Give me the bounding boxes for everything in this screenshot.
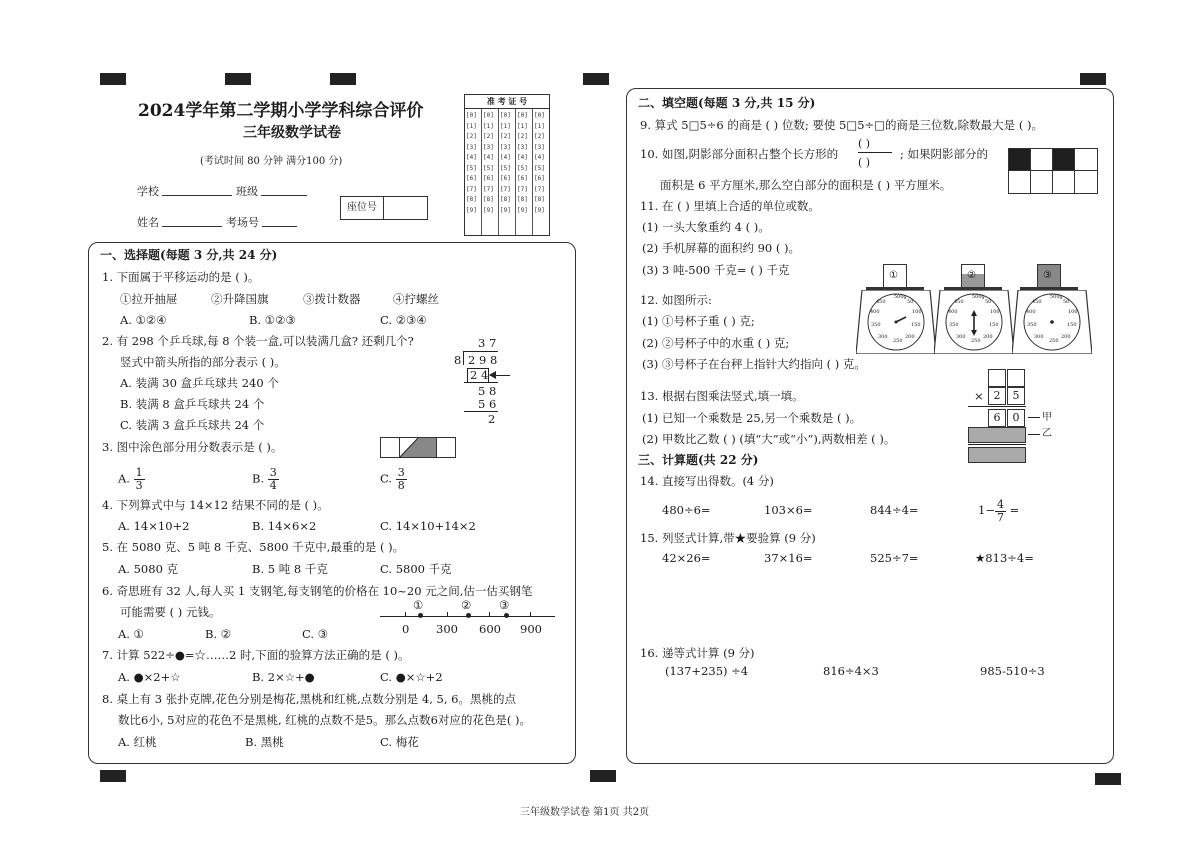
expression: (137+235) ÷4 [665, 664, 749, 678]
question-3: 3. 图中涂色部分用分数表示是 ( )。 [102, 440, 283, 454]
q4-option-c[interactable]: C. 14×10+14×2 [380, 519, 476, 533]
expression: 42×26= [662, 551, 711, 565]
q5-option-a[interactable]: A. 5080 克 [118, 562, 179, 576]
label-yi: 乙 [1042, 428, 1052, 439]
question-10-line2: 面积是 6 平方厘米,那么空白部分的面积是 ( ) 平方厘米。 [660, 178, 952, 192]
seat-box [340, 196, 428, 220]
admit-card-grid [464, 94, 550, 236]
q4-option-a[interactable]: A. 14×10+2 [118, 519, 190, 533]
q1-statement: ②升降国旗 [211, 292, 269, 306]
school-field[interactable] [162, 195, 232, 196]
expression: ★813÷4= [975, 551, 1034, 565]
number-line-label: 300 [436, 622, 458, 636]
seat-label: 座位号 [341, 197, 384, 219]
registration-mark [583, 73, 609, 85]
q6-option-a[interactable]: A. ① [118, 627, 144, 641]
q6-option-b[interactable]: B. ② [205, 627, 232, 641]
q2-option-a[interactable]: A. 装满 30 盒乒乓球共 240 个 [120, 376, 279, 390]
expression: 1− $\frac{4}{7}$ = [978, 497, 1020, 524]
question-13: 13. 根据右图乘法竖式,填一填。 [640, 389, 804, 403]
registration-mark [1095, 773, 1121, 785]
division-quotient: 3 7 [478, 336, 497, 350]
fraction-strip-figure [380, 437, 456, 458]
question-11: 11. 在 ( ) 里填上合适的单位或数。 [640, 199, 820, 213]
q11-item: (3) 3 吨-500 千克= ( ) 千克 [642, 263, 790, 277]
number-line-mark: ② [461, 598, 472, 612]
expression: 103×6= [764, 503, 813, 517]
section-title: 三、计算题(共 22 分) [638, 453, 759, 467]
digit-box[interactable] [1007, 369, 1025, 387]
digit-box: 0 [1007, 409, 1025, 427]
q1-option-c[interactable]: C. ②③④ [380, 313, 427, 327]
cup-icon: ① [883, 264, 907, 288]
q12-item: (3) ③号杯子在台秤上指针大约指向 ( ) 克。 [642, 357, 866, 371]
registration-mark [100, 770, 126, 782]
admit-digit-column[interactable]: [0] [1] [2] [3] [4] [5] [6] [7] [8] [9] [500, 112, 511, 214]
expression: 480÷6= [662, 503, 711, 517]
division-remainder: 2 [488, 412, 496, 426]
q7-option-c[interactable]: C. ●×☆+2 [380, 670, 443, 684]
division-step: 5 8 [478, 384, 497, 398]
q12-item: (1) ①号杯子重 ( ) 克; [642, 314, 755, 328]
question-9: 9. 算式 5□5÷6 的商是 ( ) 位数; 要使 5□5÷□的商是三位数,除数最大是 ( )。 [640, 118, 1043, 132]
exam-no-field[interactable] [262, 226, 297, 227]
question-16: 16. 递等式计算 (9 分) [640, 646, 755, 660]
question-14: 14. 直接写出得数。(4 分) [640, 474, 774, 488]
q1-option-b[interactable]: B. ①②③ [249, 313, 296, 327]
division-divisor: 8 [454, 353, 462, 367]
q1-option-a[interactable]: A. ①②④ [120, 313, 167, 327]
q3-option-b[interactable]: B. $\frac{3}{4}$ [252, 466, 277, 492]
admit-card-label: 准 考 证 号 [465, 95, 549, 109]
registration-mark [590, 770, 616, 782]
seat-field[interactable] [384, 197, 427, 219]
scales-figure: ① 500g 50 100 150 200 250 300 350 400 450 ② 500g 50 100 150 200 250 300 350 400 450 ③ 500g 50 100 150 200 250 300 350 400 450 [856, 262, 1104, 358]
section-title: 一、选择题(每题 3 分,共 24 分) [100, 248, 278, 262]
q8-option-c[interactable]: C. 梅花 [380, 735, 419, 749]
question-1: 1. 下面属于平移运动的是 ( )。 [102, 270, 260, 284]
q2-option-b[interactable]: B. 装满 8 盒乒乓球共 24 个 [120, 397, 265, 411]
q8-option-a[interactable]: A. 红桃 [118, 735, 157, 749]
division-step: 5 6 [478, 397, 497, 411]
multiplication-figure: × 2 5 6 0 甲 乙 [966, 369, 1066, 465]
q10-fraction-denominator[interactable]: ( ) [858, 156, 871, 169]
page-subtitle: 三年级数学试卷 [243, 125, 341, 141]
q10-fraction-numerator[interactable]: ( ) [858, 137, 871, 150]
expression: 37×16= [764, 551, 813, 565]
q12-item: (2) ②号杯子中的水重 ( ) 克; [642, 336, 790, 350]
shaded-row [968, 427, 1026, 443]
expression: 985-510÷3 [980, 664, 1045, 678]
q2-option-c[interactable]: C. 装满 3 盒乒乓球共 24 个 [120, 418, 265, 432]
name-label: 姓名 [137, 216, 159, 229]
q8-option-b[interactable]: B. 黑桃 [245, 735, 284, 749]
question-2-cont: 竖式中箭头所指的部分表示 ( )。 [120, 355, 286, 369]
question-6: 6. 奇思班有 32 人,每人买 1 支钢笔,每支钢笔的价格在 10~20 元之间,估一估买钢笔 [102, 584, 533, 598]
q5-option-c[interactable]: C. 5800 千克 [380, 562, 452, 576]
question-8: 8. 桌上有 3 张扑克牌,花色分别是梅花,黑桃和红桃,点数分别是 4, 5, 6。黑桃的点 [102, 692, 516, 706]
q7-option-b[interactable]: B. 2×☆+● [252, 670, 315, 684]
question-4: 4. 下列算式中与 14×12 结果不同的是 ( )。 [102, 498, 329, 512]
school-label: 学校 [137, 185, 159, 198]
q7-option-a[interactable]: A. ●×2+☆ [118, 670, 181, 684]
q13-item: (1) 已知一个乘数是 25,另一个乘数是 ( )。 [642, 411, 862, 425]
rectangle-grid-figure [1008, 148, 1098, 194]
long-division-figure [450, 336, 520, 428]
number-line-figure [380, 598, 560, 638]
q1-statement: ①拉开抽屉 [120, 292, 178, 306]
number-line-point [466, 613, 471, 618]
registration-mark [1080, 73, 1106, 85]
question-10: 10. 如图,阴影部分面积占整个长方形的 [640, 147, 839, 161]
question-5: 5. 在 5080 克、5 吨 8 千克、5800 千克中,最重的是 ( )。 [102, 540, 405, 554]
admit-digit-column[interactable]: [0] [1] [2] [3] [4] [5] [6] [7] [8] [9] [483, 112, 494, 214]
registration-mark [330, 73, 356, 85]
cup-icon: ③ [1037, 264, 1061, 288]
digit-box: 5 [1007, 387, 1025, 405]
division-dividend: 2 9 8 [468, 353, 498, 367]
number-line-point [418, 613, 423, 618]
number-line-mark: ① [413, 598, 424, 612]
class-label: 班级 [236, 185, 258, 198]
q1-statement: ④拧螺丝 [393, 292, 439, 306]
registration-mark [225, 73, 251, 85]
number-line-mark: ③ [499, 598, 510, 612]
q5-option-b[interactable]: B. 5 吨 8 千克 [252, 562, 328, 576]
question-2: 2. 有 298 个乒乓球,每 8 个装一盒,可以装满几盒? 还剩几个? [102, 334, 414, 348]
label-jia: 甲 [1042, 412, 1052, 423]
q3-option-a[interactable]: A. $\frac{1}{3}$ [118, 466, 143, 492]
number-line-label: 0 [402, 622, 410, 636]
admit-digit-column[interactable]: [0] [1] [2] [3] [4] [5] [6] [7] [8] [9] [466, 112, 477, 214]
question-15: 15. 列竖式计算,带★要验算 (9 分) [640, 531, 816, 545]
exam-info: (考试时间 80 分钟 满分100 分) [200, 156, 343, 167]
digit-box[interactable] [988, 369, 1006, 387]
question-8-cont: 数比6小, 5对应的花色不是黑桃, 红桃的点数不是5。那么点数6对应的花色是( )。 [118, 713, 532, 727]
q3-option-c[interactable]: C. $\frac{3}{8}$ [380, 466, 405, 492]
division-step: 2 4 [470, 368, 489, 382]
cup-icon: ② [961, 264, 985, 288]
name-field[interactable] [162, 226, 222, 227]
admit-digit-column[interactable]: [0] [1] [2] [3] [4] [5] [6] [7] [8] [9] [517, 112, 528, 214]
registration-mark [100, 73, 126, 85]
class-field[interactable] [261, 195, 307, 196]
expression: 816÷4×3 [823, 664, 879, 678]
q11-item: (2) 手机屏幕的面积约 90 ( )。 [642, 241, 801, 255]
number-line-point [504, 613, 509, 618]
q1-statement: ③拨计数器 [303, 292, 361, 306]
q13-item: (2) 甲数比乙数 ( ) (填“大”或“小”),两数相差 ( )。 [642, 432, 896, 446]
question-7: 7. 计算 522÷●=☆……2 时,下面的验算方法正确的是 ( )。 [102, 648, 410, 662]
question-12: 12. 如图所示: [640, 293, 712, 307]
question-10-cont: ; 如果阴影部分的 [900, 147, 989, 161]
section-title: 二、填空题(每题 3 分,共 15 分) [638, 96, 816, 110]
question-6-cont: 可能需要 ( ) 元钱。 [120, 605, 221, 619]
page-title: 2024学年第二学期小学学科综合评价 [138, 101, 424, 121]
digit-box: 6 [988, 409, 1006, 427]
expression: 844÷4= [870, 503, 919, 517]
q11-item: (1) 一头大象重约 4 ( )。 [642, 220, 770, 234]
exam-no-label: 考场号 [226, 216, 259, 229]
digit-box: 2 [988, 387, 1006, 405]
admit-digit-column[interactable]: [0] [1] [2] [3] [4] [5] [6] [7] [8] [9] [534, 112, 545, 214]
expression: 525÷7= [870, 551, 919, 565]
q6-option-c[interactable]: C. ③ [302, 627, 329, 641]
number-line-label: 600 [479, 622, 501, 636]
page-footer: 三年级数学试卷 第1页 共2页 [520, 807, 650, 818]
shaded-region [400, 438, 436, 457]
shaded-row [968, 447, 1026, 463]
number-line-label: 900 [520, 622, 542, 636]
q4-option-b[interactable]: B. 14×6×2 [252, 519, 317, 533]
